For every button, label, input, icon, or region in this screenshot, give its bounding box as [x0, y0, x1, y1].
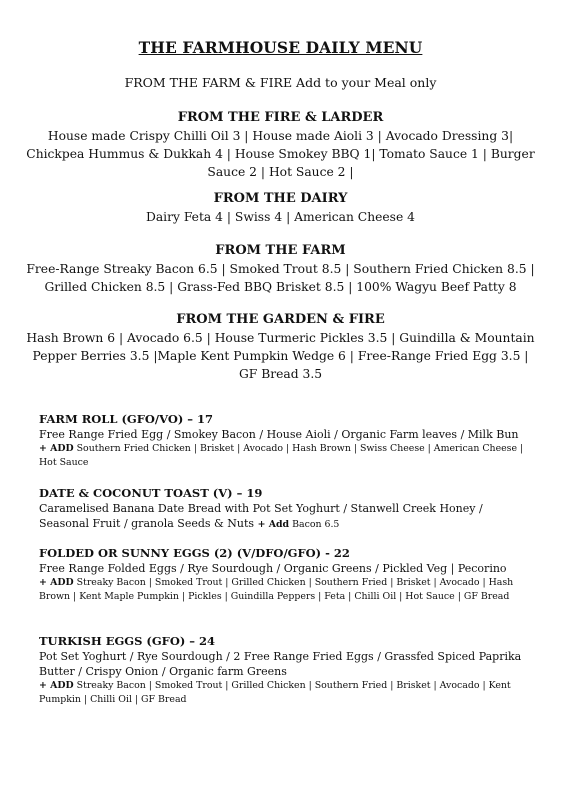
dish-folded-sunny-eggs [39, 546, 529, 603]
dish-description-with-extras [39, 501, 529, 532]
dish-name: TURKISH EGGS (GFO) – 24 [39, 634, 216, 648]
dish-description: Free Range Folded Eggs / Rye Sourdough / Organic Greens / Pickled Veg | Pecorino [39, 562, 507, 575]
menu-subtitle: FROM THE FARM & FIRE Add to your Meal only [124, 75, 437, 90]
add-options: Streaky Bacon | Smoked Trout | Grilled Chicken | Southern Fried | Brisket | Avocado | Hash Brown | Kent Maple Pumpkin | Pickles | Guindilla Peppers | Feta | Chilli Oil | Hot Sauce | GF Bread [39, 577, 514, 602]
dish-farm-roll [39, 412, 529, 469]
addon-items: Dairy Feta 4 | Swiss 4 | American Cheese 4 [145, 210, 416, 224]
dish-name: FARM ROLL (GFO/VO) – 17 [39, 412, 214, 426]
add-options: Streaky Bacon | Smoked Trout | Grilled Chicken | Southern Fried | Brisket | Avocado | Kent Pumpkin | Chilli Oil | GF Bread [39, 680, 511, 705]
add-options: Southern Fried Chicken | Brisket | Avocado | Hash Brown | Swiss Cheese | American Cheese | Hot Sauce [39, 443, 524, 468]
dish-extras [39, 679, 529, 706]
dish-name: DATE & COCONUT TOAST (V) – 19 [39, 486, 263, 500]
dish-extras [39, 442, 529, 469]
dish-description: Pot Set Yoghurt / Rye Sourdough / 2 Free Range Fried Eggs / Grassfed Spiced Paprika Butter / Crispy Onion / Organic farm Greens [39, 650, 522, 678]
add-options: Bacon 6.5 [289, 519, 340, 530]
addon-items: House made Crispy Chilli Oil 3 | House made Aioli 3 | Avocado Dressing 3| Chickpea Hummus & Dukkah 4 | House Smokey BBQ 1| Tomato Sauce 1 | Burger Sauce 2 | Hot Sauce 2 | [26, 129, 535, 179]
addon-section-garden-fire [26, 311, 535, 383]
dish-turkish-eggs [39, 634, 529, 706]
addon-heading: FROM THE GARDEN & FIRE [176, 312, 385, 327]
addon-items: Hash Brown 6 | Avocado 6.5 | House Turmeric Pickles 3.5 | Guindilla & Mountain Pepper Berries 3.5 |Maple Kent Pumpkin Wedge 6 | Free-Range Fried Egg 3.5 | GF Bread 3.5 [26, 331, 535, 381]
dish-date-coconut-toast [39, 486, 529, 532]
add-label: + ADD [39, 577, 74, 588]
add-label: + ADD [39, 680, 74, 691]
addon-section-fire-larder [26, 109, 535, 181]
dish-extras [39, 576, 529, 603]
add-label: + ADD [39, 443, 74, 454]
dish-name: FOLDED OR SUNNY EGGS (2) (V/DFO/GFO) - 22 [39, 546, 350, 560]
add-label: + Add [257, 519, 290, 530]
addon-items: Free-Range Streaky Bacon 6.5 | Smoked Trout 8.5 | Southern Fried Chicken 8.5 | Grilled Chicken 8.5 | Grass-Fed BBQ Brisket 8.5 | 100% Wagyu Beef Patty 8 [26, 262, 535, 294]
dish-description: Caramelised Banana Date Bread with Pot Set Yoghurt / Stanwell Creek Honey / Seasonal Fruit / granola Seeds & Nuts [39, 502, 483, 530]
dish-description: Free Range Fried Egg / Smokey Bacon / House Aioli / Organic Farm leaves / Milk Bun [39, 428, 519, 441]
addon-heading: FROM THE FARM [215, 243, 346, 258]
addon-heading: FROM THE DAIRY [213, 191, 348, 206]
menu-title: THE FARMHOUSE DAILY MENU [138, 38, 423, 57]
addon-heading: FROM THE FIRE & LARDER [177, 110, 384, 125]
addon-section-dairy [26, 190, 535, 226]
addon-section-farm [26, 242, 535, 296]
